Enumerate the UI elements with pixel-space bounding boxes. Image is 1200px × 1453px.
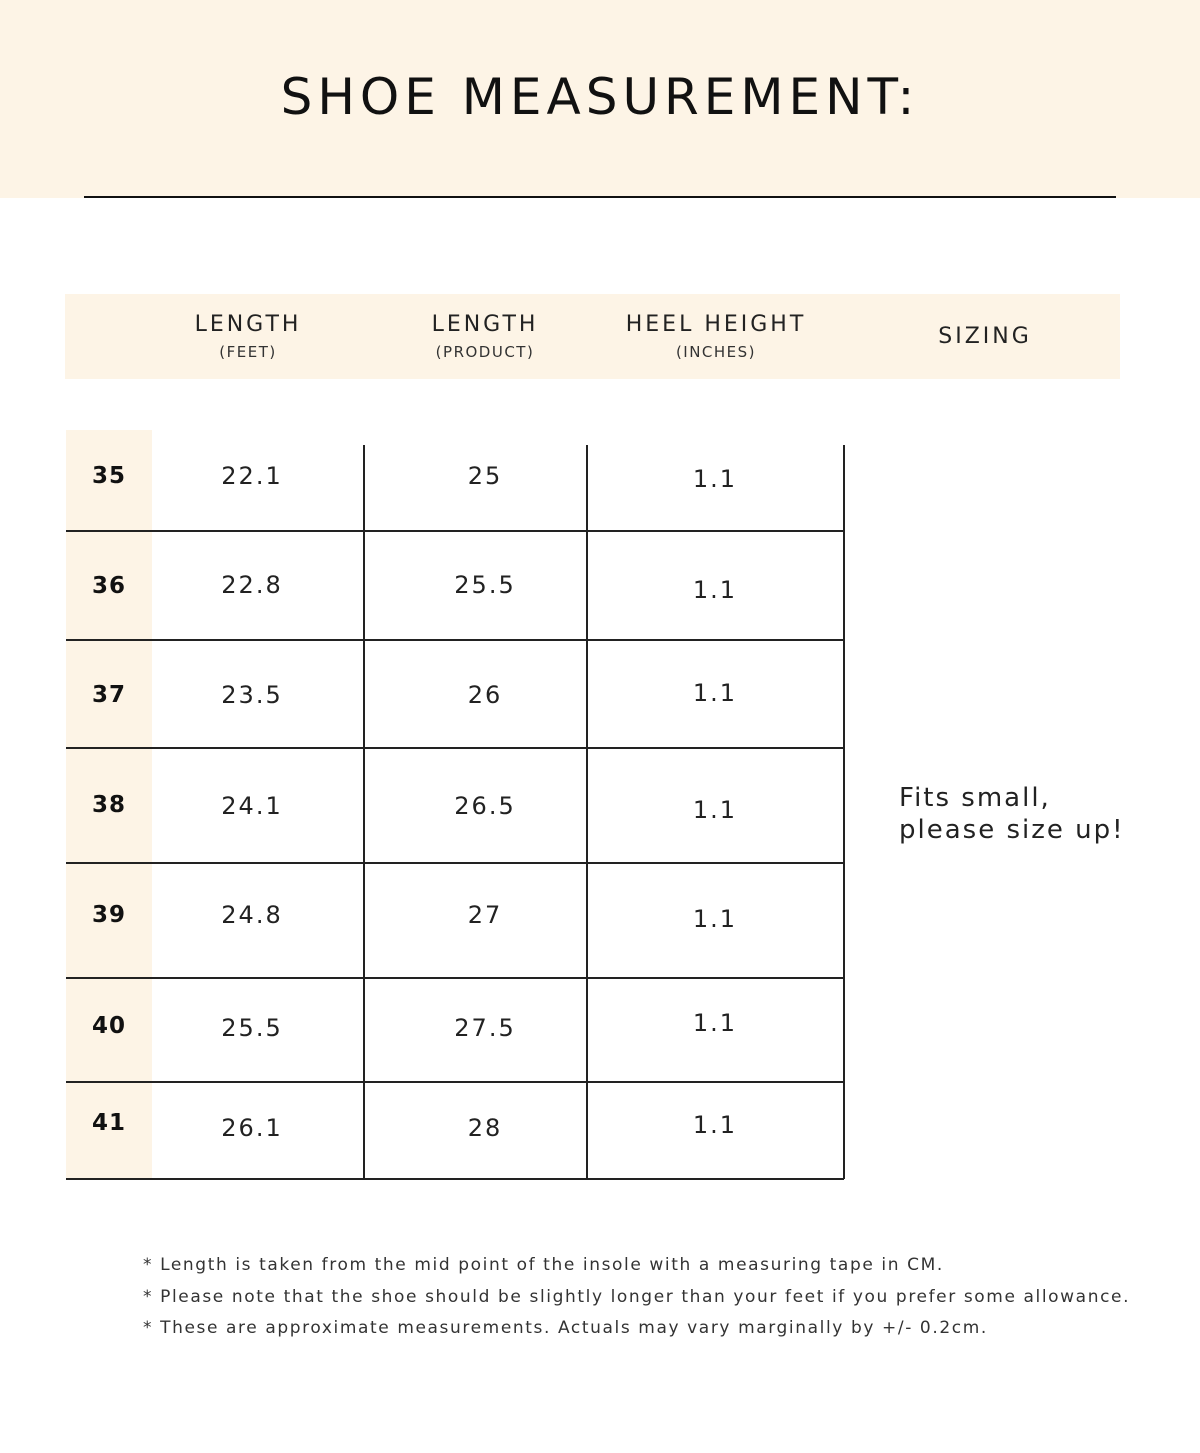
cell-heel-height: 1.1: [692, 796, 738, 824]
cell-length-product: 26.5: [454, 792, 516, 820]
cell-heel-height: 1.1: [692, 576, 738, 604]
cell-heel-height: 1.1: [692, 679, 738, 707]
cell-heel-height: 1.1: [692, 1111, 738, 1139]
grid-line-horizontal: [66, 530, 844, 532]
size-label: 37: [91, 682, 126, 708]
column-header-label: SIZING: [938, 324, 1032, 349]
size-label: 41: [91, 1110, 126, 1136]
cell-length-product: 27.5: [454, 1014, 516, 1042]
table-header: [65, 294, 1120, 379]
cell-length-product: 25.5: [454, 571, 516, 599]
title-divider: [84, 196, 1116, 198]
grid-line-horizontal: [66, 862, 844, 864]
size-label: 40: [91, 1013, 126, 1039]
cell-length-feet: 22.1: [221, 462, 283, 490]
cell-length-feet: 23.5: [221, 681, 283, 709]
column-header-label: LENGTH: [194, 312, 302, 337]
grid-line-horizontal: [66, 977, 844, 979]
column-header-heel-height: [605, 294, 827, 379]
cell-length-feet: 25.5: [221, 1014, 283, 1042]
grid-line-vertical: [843, 445, 845, 1179]
sizing-note-line: please size up!: [899, 815, 1125, 845]
grid-line-horizontal: [66, 1081, 844, 1083]
page-title: SHOE MEASUREMENT:: [280, 68, 920, 126]
size-label: 38: [91, 792, 126, 818]
sizing-note-line: Fits small,: [899, 783, 1051, 813]
footnote: * Please note that the shoe should be slightly longer than your feet if you prefer some allowance.: [143, 1287, 1131, 1307]
column-header-length-product: [405, 294, 565, 379]
cell-heel-height: 1.1: [692, 905, 738, 933]
size-label: 39: [91, 902, 126, 928]
grid-line-horizontal: [66, 747, 844, 749]
column-header-unit: (FEET): [219, 343, 277, 361]
cell-length-product: 28: [467, 1114, 503, 1142]
cell-length-feet: 24.1: [221, 792, 283, 820]
cell-heel-height: 1.1: [692, 1009, 738, 1037]
column-header-label: LENGTH: [431, 312, 539, 337]
cell-length-feet: 24.8: [221, 901, 283, 929]
cell-length-product: 27: [467, 901, 503, 929]
grid-line-horizontal: [66, 639, 844, 641]
footnote: * These are approximate measurements. Actuals may vary marginally by +/- 0.2cm.: [143, 1318, 988, 1338]
sizing-note: [899, 782, 1159, 846]
footnote: * Length is taken from the mid point of the insole with a measuring tape in CM.: [143, 1255, 944, 1275]
cell-length-product: 26: [467, 681, 503, 709]
cell-length-product: 25: [467, 462, 503, 490]
grid-line-vertical: [363, 445, 365, 1179]
cell-heel-height: 1.1: [692, 465, 738, 493]
cell-length-feet: 26.1: [221, 1114, 283, 1142]
size-label: 36: [91, 573, 126, 599]
column-header-unit: (INCHES): [675, 343, 757, 361]
column-header-length-feet: [173, 294, 323, 379]
grid-line-vertical: [586, 445, 588, 1179]
size-label: 35: [91, 463, 126, 489]
column-header-unit: (PRODUCT): [435, 343, 535, 361]
column-header-label: HEEL HEIGHT: [625, 312, 807, 337]
cell-length-feet: 22.8: [221, 571, 283, 599]
grid-line-horizontal: [66, 1178, 844, 1180]
column-header-sizing: [905, 294, 1065, 379]
